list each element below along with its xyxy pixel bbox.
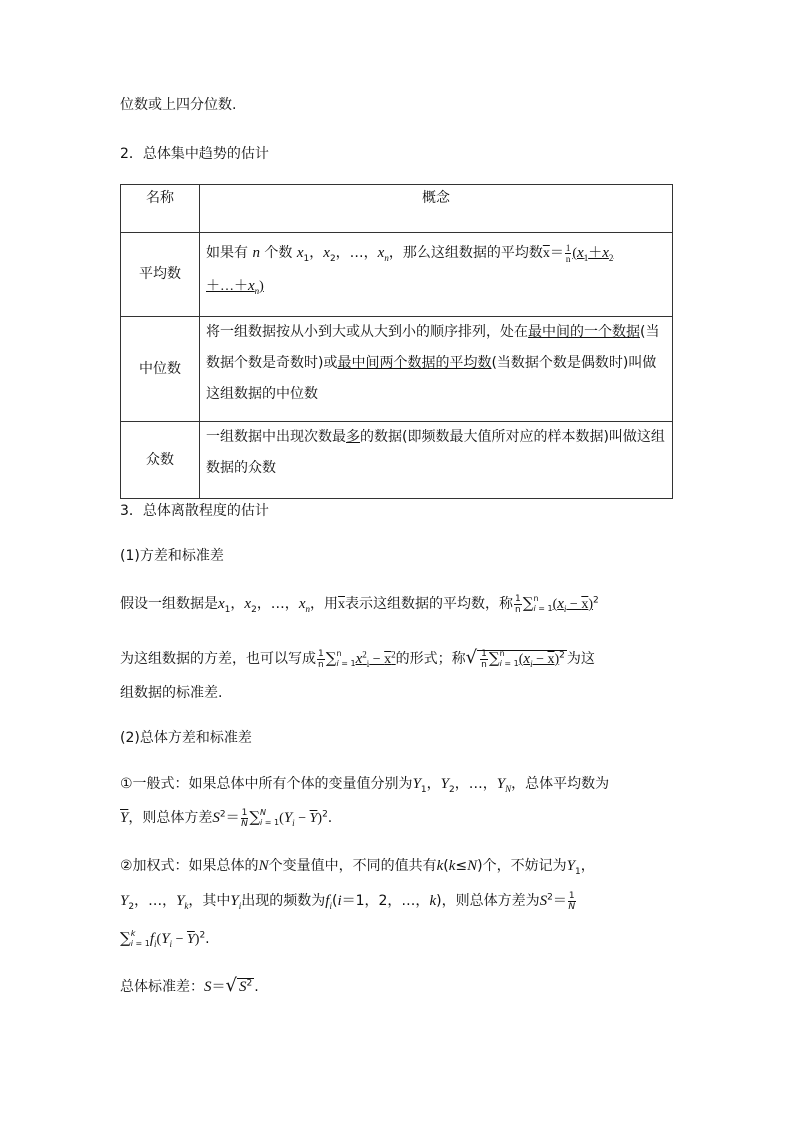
row-concept-median: 将一组数据按从小到大或从大到小的顺序排列，处在最中间的一个数据(当数据个数是奇数时)或最中间两个数据的平均数(当数据个数是偶数时)叫做这组数据的中位数	[200, 317, 673, 422]
row-concept-mode: 一组数据中出现次数最多的数据(即频数最大值所对应的样本数据)叫做这组数据的众数	[200, 422, 673, 499]
paragraph-population-std: 总体标准差：S＝√ $S^2$ .	[120, 975, 259, 996]
table-row-mode	[121, 422, 673, 499]
row-concept-mean: 如果有 n 个数 $x_1$，$x_2$，…，$x_n$，那么这组数据的平均数$\overline{x}=$ $\frac{1}{n}$ ($x_1+x_2$ $+\dots+x_n$)	[200, 233, 673, 317]
paragraph-weighted-form-1: ②加权式：如果总体的N个变量值中，不同的值共有k(k≤N)个，不妨记为$Y_1$，	[120, 858, 595, 877]
table-row-median	[121, 317, 673, 422]
paragraph-variance-1: 假设一组数据是$x_1$，$x_2$，…，$x_n$，用$\overline{x}$表示这组数据的平均数，称 $\frac{1}{n}$ ∑ n i = 1 $(x_i - x)^2$	[120, 593, 599, 615]
paragraph-variance-2: 为这组数据的方差，也可以写成 $\frac{1}{n}$ ∑ n i = 1 $x^2_i - x^2$的形式；称√ $\frac{1}{n}$ ∑ n i = 1 $(x_i - x)^2$ 为这	[120, 647, 595, 670]
subheading-population-variance: (2)总体方差和标准差	[120, 730, 252, 746]
section-2-heading: 2．总体集中趋势的估计	[120, 146, 269, 162]
row-name-mean: 平均数	[121, 233, 200, 317]
table-header-row	[121, 185, 673, 233]
paragraph-variance-3: 组数据的标准差.	[120, 685, 223, 701]
subheading-variance: (1)方差和标准差	[120, 548, 224, 564]
paragraph-general-form-2: $\overline{Y}$，则总体方差$S^2=$ $\frac{1}{N}$ ∑ N i = 1 $(Y_i - \overline{Y})^2$.	[120, 807, 333, 829]
text-line-top: 位数或上四分位数.	[120, 97, 237, 113]
row-name-mode: 众数	[121, 422, 200, 499]
header-concept: 概念	[200, 185, 673, 233]
paragraph-weighted-form-3: ∑ k i = 1 $f_i(Y_i - \overline{Y})^2$.	[120, 929, 210, 949]
section-3-heading: 3．总体离散程度的估计	[120, 503, 269, 519]
paragraph-general-form-1: ①一般式：如果总体中所有个体的变量值分别为$Y_1$，$Y_2$，…，$Y_N$，总体平均数为	[120, 776, 610, 795]
row-name-median: 中位数	[121, 317, 200, 422]
concept-table	[120, 184, 673, 499]
table-row-mean	[121, 233, 673, 317]
header-name: 名称	[121, 185, 200, 233]
paragraph-weighted-form-2: $Y_2$，…，$Y_k$，其中$Y_i$出现的频数为$f_i(i=1$，2，…，k)，则总体方差为$S^2=$ $\frac{1}{N}$	[120, 890, 576, 912]
